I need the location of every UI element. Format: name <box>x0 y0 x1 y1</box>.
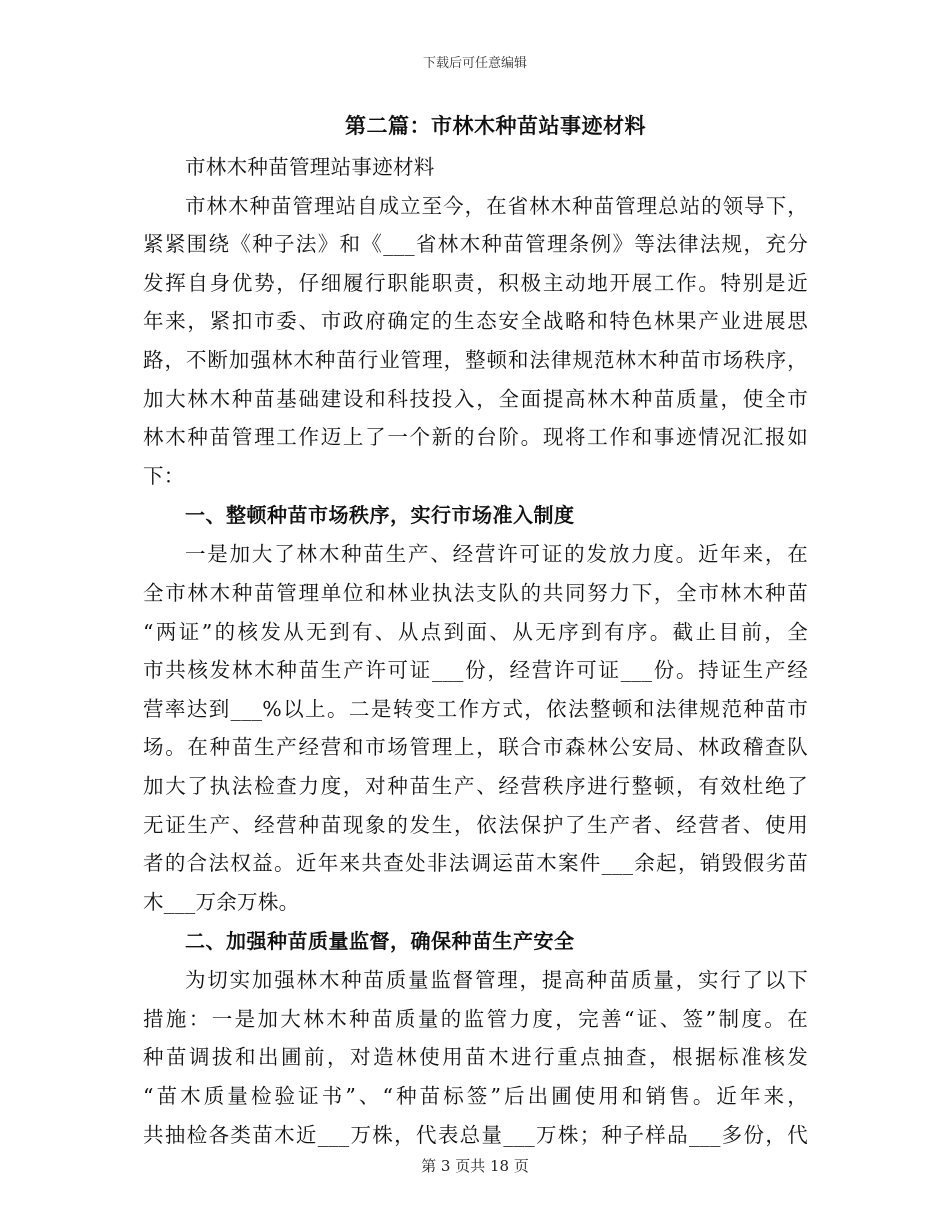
section-1-paragraph <box>143 535 808 921</box>
paragraph-line: 木___万余万株。 <box>143 889 300 914</box>
section-heading-1: 一、整顿种苗市场秩序，实行市场准入制度 <box>185 503 575 528</box>
paragraph-line: 年来，紧扣市委、市政府确定的生态安全战略和特色林果产业进展思 <box>143 309 808 334</box>
paragraph-line: 紧紧围绕《种子法》和《___省林木种苗管理条例》等法律法规，充分 <box>143 232 808 257</box>
paragraph-line: 营率达到___%以上。二是转变工作方式，依法整顿和法律规范种苗市 <box>143 696 808 721</box>
paragraph-line: 市共核发林木种苗生产许可证___份，经营许可证___份。持证生产经 <box>143 658 808 683</box>
paragraph-line: 下： <box>143 463 185 488</box>
document-body <box>143 104 808 1154</box>
section-2-paragraph <box>143 961 808 1154</box>
paragraph-line: 场。在种苗生产经营和市场管理上，联合市森林公安局、林政稽查队 <box>143 735 808 760</box>
document-subtitle: 市林木种苗管理站事迹材料 <box>185 155 435 179</box>
paragraph-line: “两证”的核发从无到有、从点到面、从无序到有序。截止目前，全 <box>143 619 808 644</box>
document-title: 第二篇：市林木种苗站事迹材料 <box>345 114 646 138</box>
paragraph-line: 路，不断加强林木种苗行业管理，整顿和法律规范林木种苗市场秩序， <box>143 347 808 372</box>
paragraph-line: 措施：一是加大林木种苗质量的监管力度，完善“证、签”制度。在 <box>143 1006 808 1031</box>
page-number: 第 3 页共 18 页 <box>421 1157 529 1175</box>
paragraph-line: 加大林木种苗基础建设和科技投入，全面提高林木种苗质量，使全市 <box>143 386 808 411</box>
paragraph-line: “苗木质量检验证书”、“种苗标签”后出圃使用和销售。近年来， <box>143 1084 808 1109</box>
paragraph-line: 为切实加强林木种苗质量监督管理，提高种苗质量，实行了以下 <box>185 968 808 993</box>
paragraph-line: 加大了执法检查力度，对种苗生产、经营秩序进行整顿，有效杜绝了 <box>143 773 808 798</box>
paragraph-line: 市林木种苗管理站自成立至今，在省林木种苗管理总站的领导下， <box>185 193 808 218</box>
paragraph-line: 种苗调拔和出圃前，对造林使用苗木进行重点抽查，根据标准核发 <box>143 1045 808 1070</box>
paragraph-line: 全市林木种苗管理单位和林业执法支队的共同努力下，全市林木种苗 <box>143 580 808 605</box>
paragraph-line: 林木种苗管理工作迈上了一个新的台阶。现将工作和事迹情况汇报如 <box>143 425 808 450</box>
section-heading-2: 二、加强种苗质量监督，确保种苗生产安全 <box>185 929 575 954</box>
page-header-note: 下载后可任意编辑 <box>422 56 527 71</box>
intro-paragraph <box>143 187 808 496</box>
paragraph-line: 一是加大了林木种苗生产、经营许可证的发放力度。近年来，在 <box>185 542 808 567</box>
paragraph-line: 共抽检各类苗木近___万株，代表总量___万株；种子样品___多份，代 <box>143 1122 808 1147</box>
paragraph-line: 无证生产、经营种苗现象的发生，依法保护了生产者、经营者、使用 <box>143 812 808 837</box>
paragraph-line: 者的合法权益。近年来共查处非法调运苗木案件___余起，销毁假劣苗 <box>143 851 808 876</box>
paragraph-line: 发挥自身优势，仔细履行职能职责，积极主动地开展工作。特别是近 <box>143 270 808 295</box>
